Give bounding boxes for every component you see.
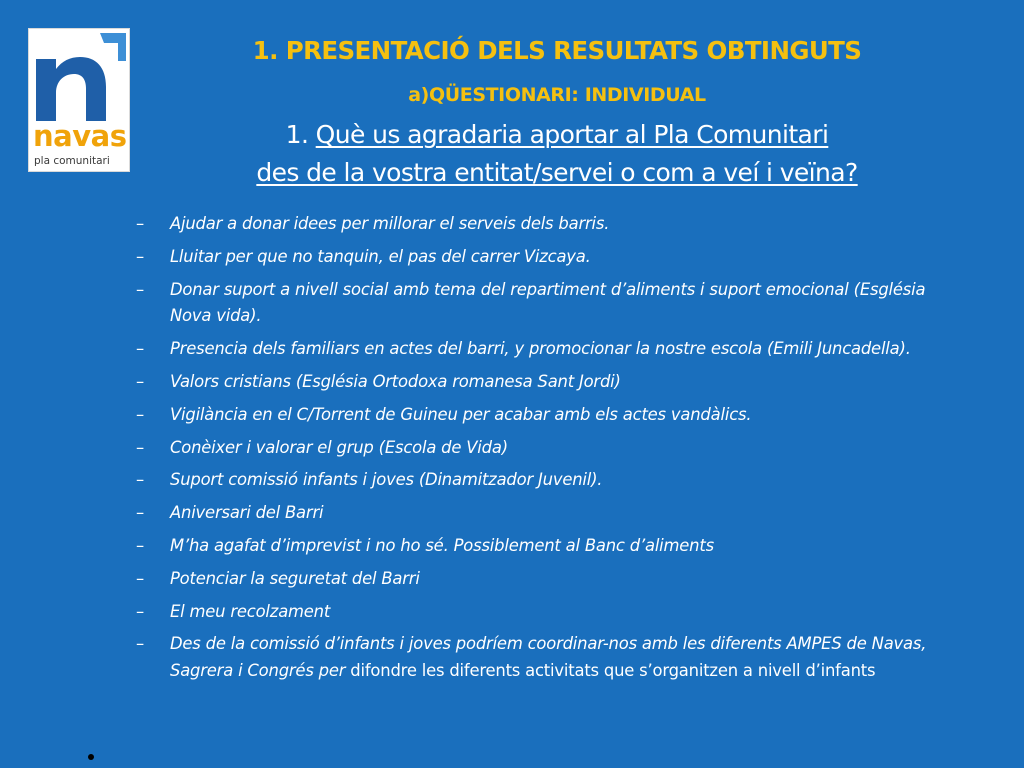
list-item xyxy=(136,566,966,593)
navas-logo-mark xyxy=(34,31,126,121)
logo-subtitle: pla comunitari xyxy=(34,155,110,167)
list-item-text: M’ha agafat d’imprevist i no ho sé. Possiblement al Banc d’aliments xyxy=(170,535,714,555)
list-item-text: Aniversari del Barri xyxy=(170,503,324,523)
list-item xyxy=(136,402,966,429)
logo-name: navas xyxy=(33,119,127,153)
list-item xyxy=(136,599,966,626)
list-item-text: Conèixer i valorar el grup (Escola de Vida) xyxy=(170,437,508,457)
list-item xyxy=(136,533,966,560)
list-item-text: Vigilància en el C/Torrent de Guineu per acabar amb els actes vandàlics. xyxy=(170,404,752,424)
dash-bullet: – xyxy=(136,246,144,266)
list-item xyxy=(136,631,966,685)
dash-bullet: – xyxy=(136,279,144,299)
list-item-text: Valors cristians (Església Ortodoxa romanesa Sant Jordi) xyxy=(170,371,621,391)
list-item xyxy=(136,277,966,331)
list-item-text-italic: Des de la comissió d’infants i joves podríem coordinar-nos amb les diferents AMPES de Navas, Sagrera i Congrés per xyxy=(170,634,927,681)
list-item xyxy=(136,369,966,396)
list-item xyxy=(136,467,966,494)
list-item-text: Ajudar a donar idees per millorar el serveis dels barris. xyxy=(170,214,610,233)
dash-bullet: – xyxy=(136,437,144,457)
list-item xyxy=(136,211,966,238)
dash-bullet: – xyxy=(136,214,144,233)
list-item-text: Suport comissió infants i joves (Dinamitzador Juvenil). xyxy=(170,470,603,490)
dash-bullet: – xyxy=(136,535,144,555)
slide-title: 1. PRESENTACIÓ DELS RESULTATS OBTINGUTS xyxy=(252,36,862,65)
dash-bullet: – xyxy=(136,339,144,359)
list-item-text: Potenciar la seguretat del Barri xyxy=(170,568,420,588)
dash-bullet: – xyxy=(136,634,144,654)
dash-bullet: – xyxy=(136,601,144,621)
list-item xyxy=(136,336,966,363)
bullet-dot xyxy=(88,754,94,760)
question-number: 1. xyxy=(285,120,316,149)
list-item xyxy=(136,244,966,271)
dash-bullet: – xyxy=(136,470,144,490)
navas-logo xyxy=(28,28,130,172)
question-line-2: des de la vostra entitat/servei o com a veí i veïna? xyxy=(256,158,858,187)
list-item-text: Lluitar per que no tanquin, el pas del carrer Vizcaya. xyxy=(170,246,591,266)
list-item-text: Donar suport a nivell social amb tema del repartiment d’aliments i suport emocional (Església Nova vida). xyxy=(170,279,926,326)
question-heading xyxy=(120,116,994,192)
dash-bullet: – xyxy=(136,568,144,588)
question-line-1: Què us agradaria aportar al Pla Comunitari xyxy=(315,120,829,149)
dash-bullet: – xyxy=(136,503,144,523)
list-item-text: Presencia dels familiars en actes del barri, y promocionar la nostre escola (Emili Juncadella). xyxy=(170,339,911,359)
slide-subtitle: a)QÜESTIONARI: INDIVIDUAL xyxy=(408,84,706,106)
list-item xyxy=(136,500,966,527)
dash-bullet: – xyxy=(136,404,144,424)
list-item-text-normal: difondre les diferents activitats que s’organitzen a nivell d’infants xyxy=(345,661,876,681)
list-item-text: El meu recolzament xyxy=(170,601,331,621)
answers-list xyxy=(136,211,966,691)
list-item xyxy=(136,435,966,462)
dash-bullet: – xyxy=(136,371,144,391)
